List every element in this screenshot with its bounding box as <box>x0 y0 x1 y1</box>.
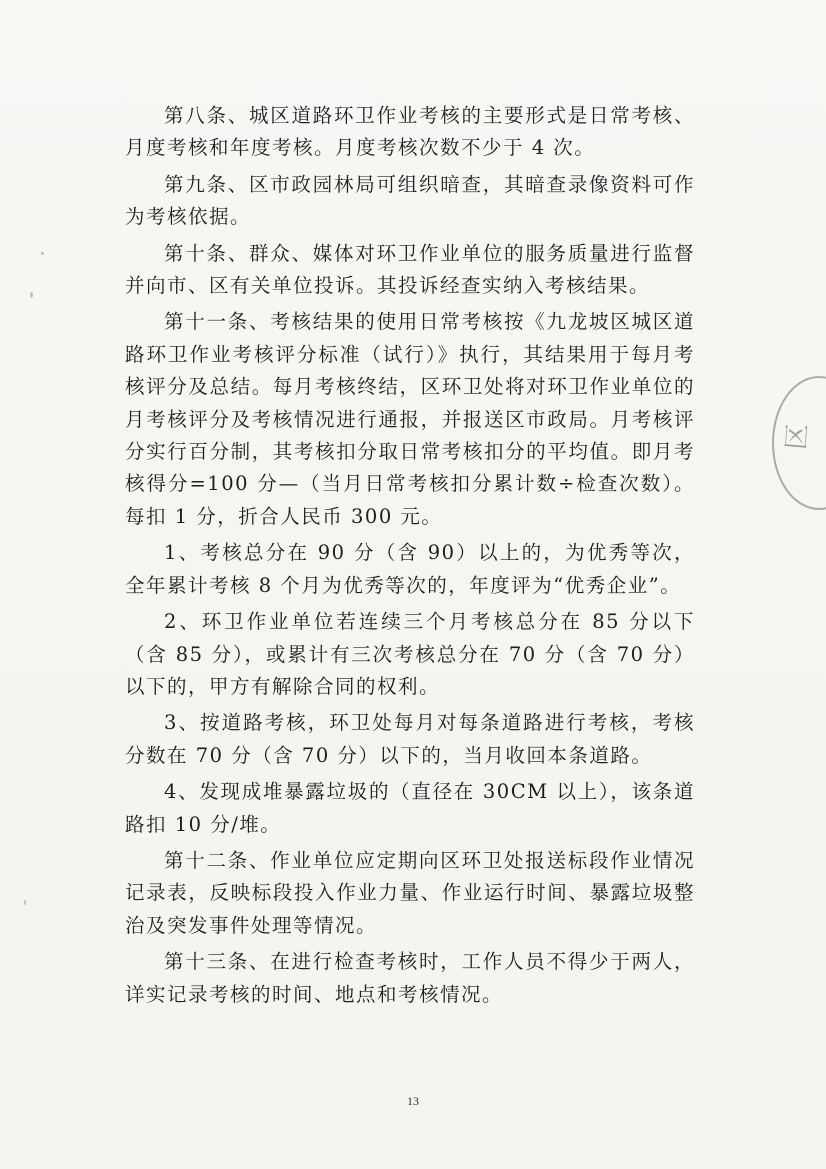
clause-1: 1、考核总分在 90 分（含 90）以上的，为优秀等次，全年累计考核 8 个月为优秀等次的，年度评为“优秀企业”。 <box>125 541 695 597</box>
clause-3: 3、按道路考核，环卫处每月对每条道路进行考核，考核分数在 70 分（含 70 分）以下的，当月收回本条道路。 <box>125 711 695 767</box>
scan-speck <box>24 900 26 905</box>
article-8: 第八条、城区道路环卫作业考核的主要形式是日常考核、月度考核和年度考核。月度考核次数不少于 4 次。 <box>125 104 695 160</box>
article-9: 第九条、区市政园林局可组织暗查，其暗查录像资料可作为考核依据。 <box>125 172 695 229</box>
clause-2: 2、环卫作业单位若连续三个月考核总分在 85 分以下（含 85 分），或累计有三次考核总分在 70 分（含 70 分）以下的，甲方有解除合同的权利。 <box>125 610 695 698</box>
scan-speck <box>30 292 33 298</box>
seal-stamp-text: 区 <box>781 422 814 451</box>
article-12: 第十二条、作业单位应定期向区环卫处报送标段作业情况记录表，反映标段投入作业力量、作业运行时间、暴露垃圾整治及突发事件处理等情况。 <box>125 848 695 937</box>
document-body <box>125 100 695 1015</box>
article-11: 第十一条、考核结果的使用日常考核按《九龙坡区城区道路环卫作业考核评分标准（试行）》执行，其结果用于每月考核评分及总结。每月考核终结，区环卫处将对环卫作业单位的月考核评分及考核情况进行通报，并报送区市政局。月考核评分实行百分制，其考核扣分取日常考核扣分的平均值。即月考核得分=100 分—（当月日常考核扣分累计数÷检查次数）。每扣 1 分，折合人民币 300 元。 <box>125 310 695 528</box>
clause-4: 4、发现成堆暴露垃圾的（直径在 30CM 以上），该条道路扣 10 分/堆。 <box>125 780 695 836</box>
article-13: 第十三条、在进行检查考核时，工作人员不得少于两人，详实记录考核的时间、地点和考核情况。 <box>125 950 695 1006</box>
scan-speck <box>41 252 44 255</box>
seal-stamp <box>772 376 826 510</box>
page-number: 13 <box>407 1094 419 1108</box>
article-10: 第十条、群众、媒体对环卫作业单位的服务质量进行监督并向市、区有关单位投诉。其投诉经查实纳入考核结果。 <box>125 241 695 298</box>
